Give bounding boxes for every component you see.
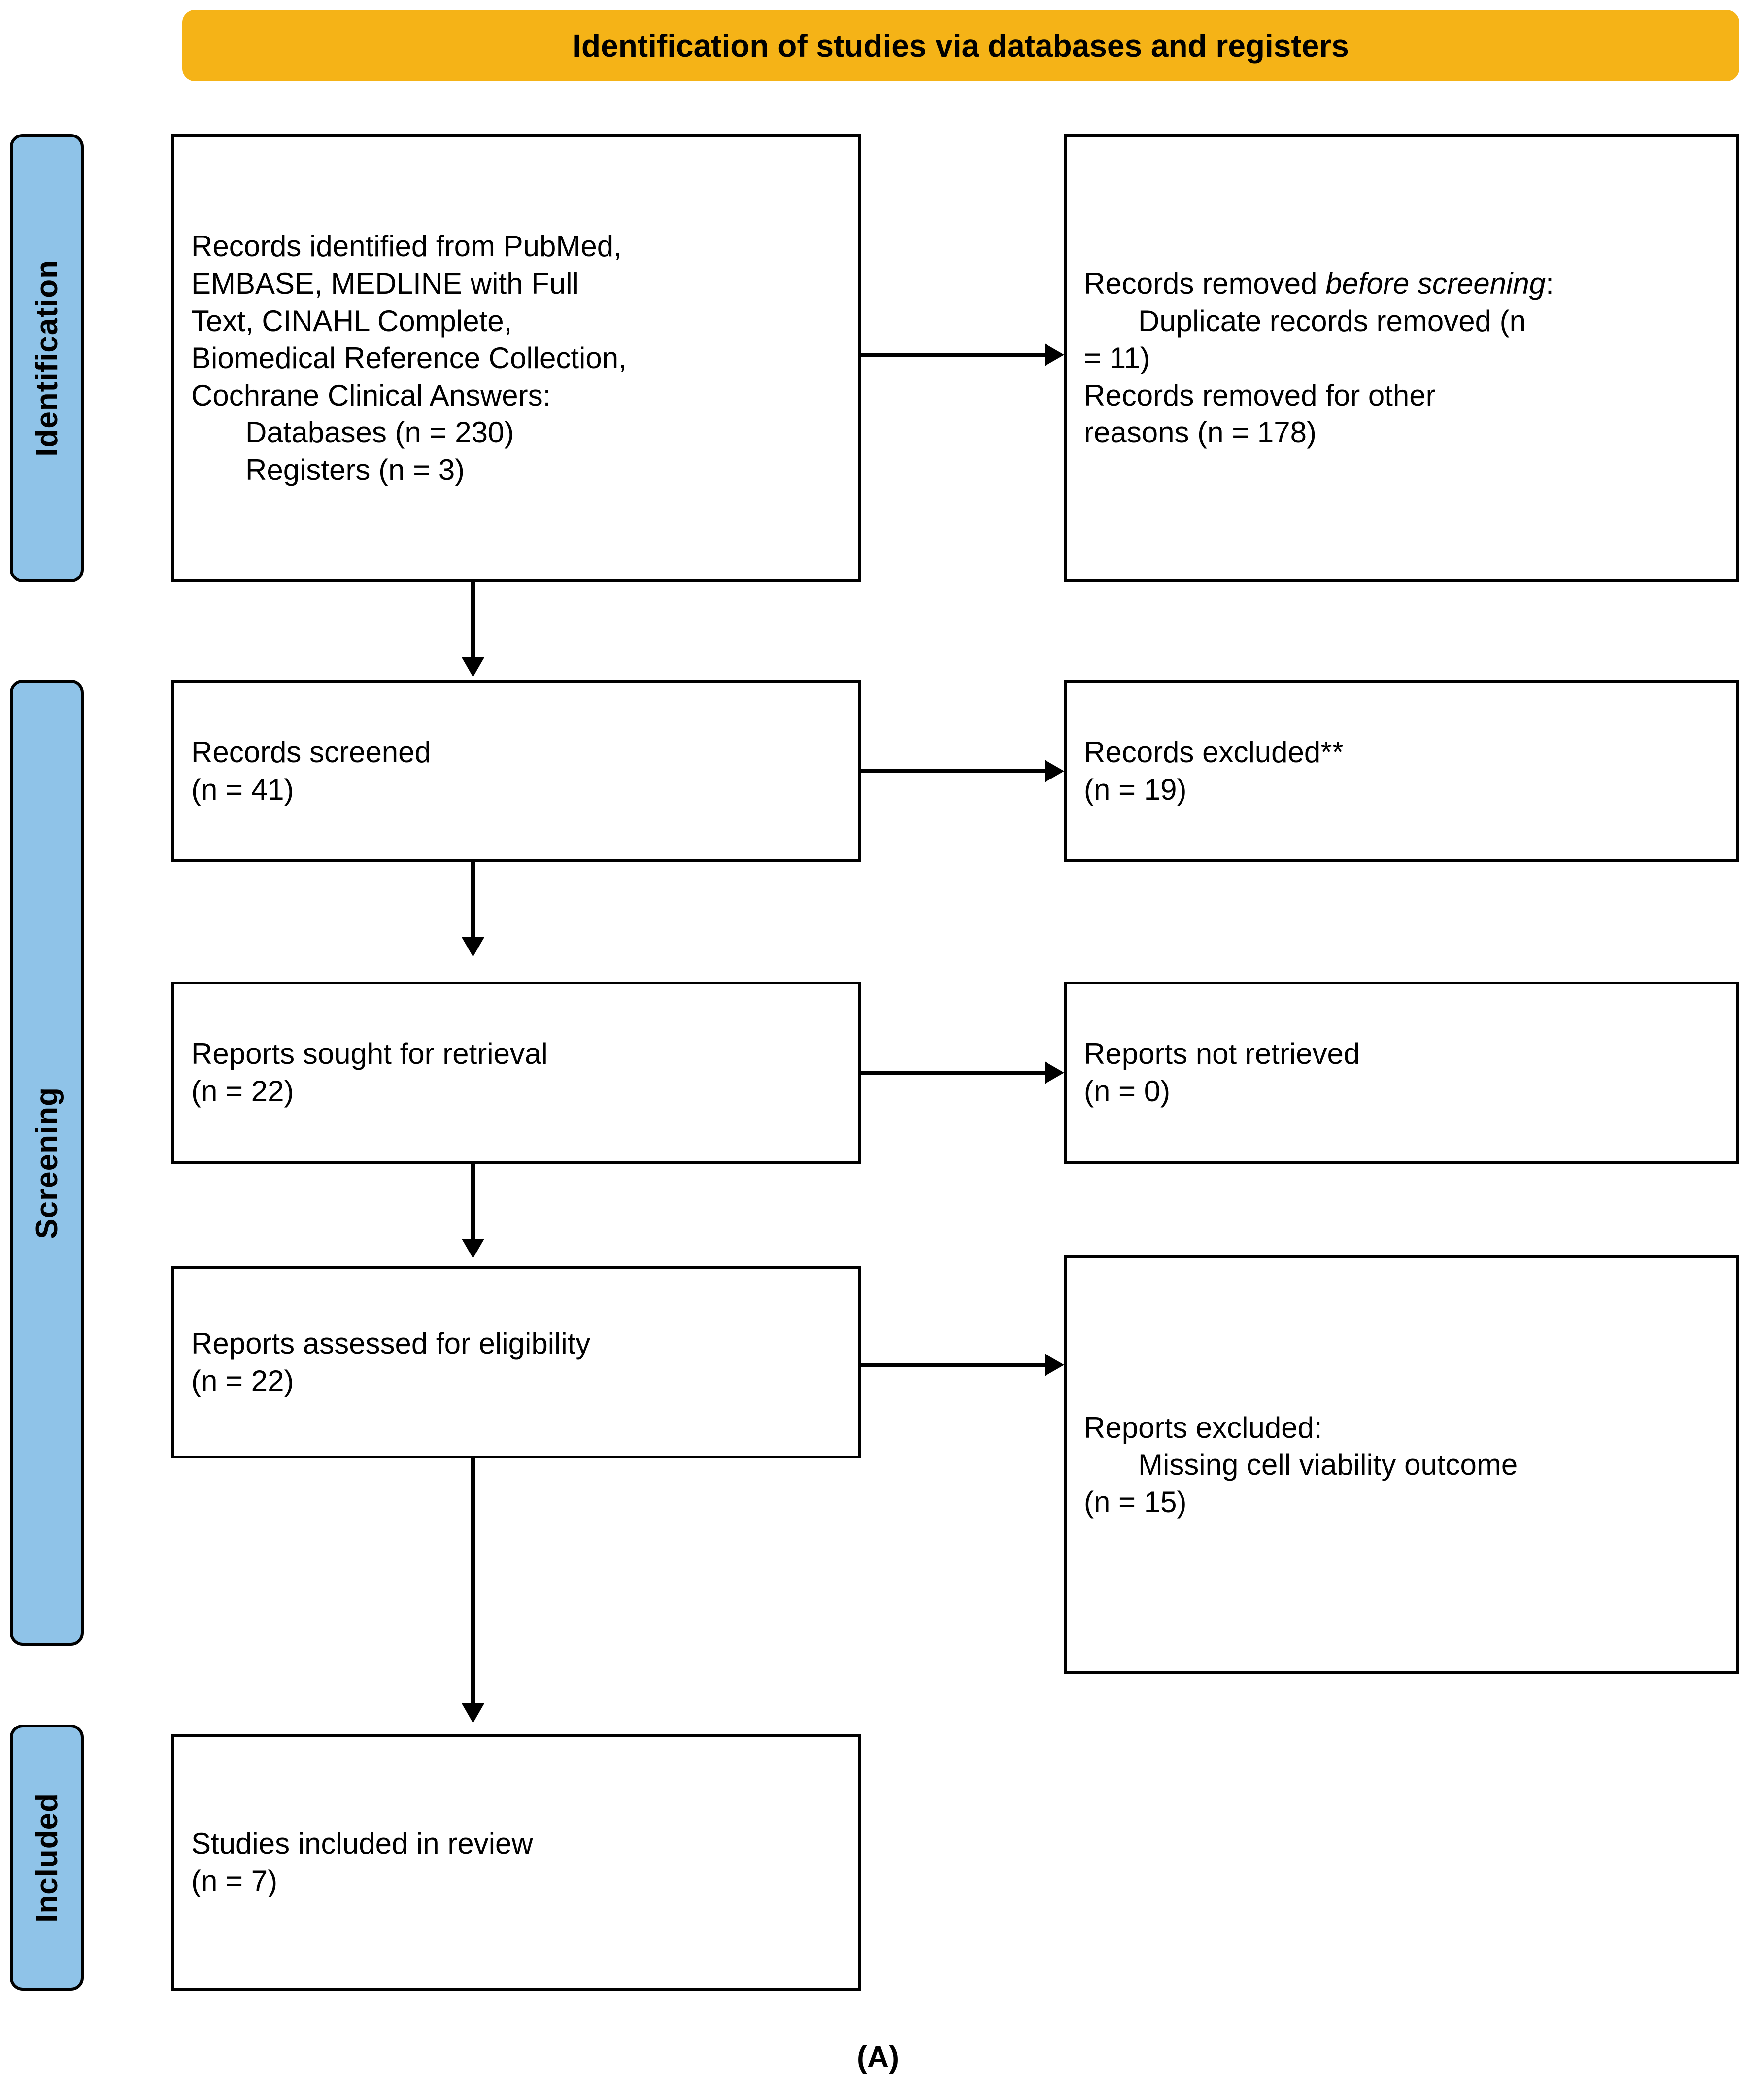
arrow-assessed-to-excluded: [861, 1357, 1068, 1372]
records-identified-line-5: Cochrane Clinical Answers:: [191, 378, 551, 412]
reports-excluded-reason: Missing cell viability outcome: [1138, 1448, 1518, 1482]
studies-included-line-2: (n = 7): [191, 1864, 278, 1897]
records-removed-other-line-2: reasons (n = 178): [1084, 416, 1317, 449]
box-reports-sought: [171, 982, 861, 1164]
records-removed-duplicates-line-1: Duplicate records removed (n: [1138, 304, 1526, 338]
phase-bar-included: [10, 1725, 84, 1991]
box-records-screened: [171, 680, 861, 862]
figure-caption-label: (A): [856, 2040, 900, 2074]
reports-excluded-line-1: Reports excluded:: [1084, 1411, 1322, 1444]
records-identified-registers: Registers (n = 3): [245, 453, 465, 486]
records-identified-line-4: Biomedical Reference Collection,: [191, 341, 627, 375]
records-removed-other-line-1: Records removed for other: [1084, 378, 1436, 412]
records-identified-line-1: Records identified from PubMed,: [191, 230, 622, 263]
arrow-screened-to-excluded: [861, 764, 1068, 779]
box-reports-excluded: [1064, 1255, 1739, 1674]
reports-assessed-line-1: Reports assessed for eligibility: [191, 1327, 591, 1360]
arrow-identified-to-screened: [466, 582, 480, 681]
records-identified-databases: Databases (n = 230): [245, 416, 514, 449]
records-screened-line-1: Records screened: [191, 736, 431, 769]
box-records-removed: [1064, 134, 1739, 582]
records-identified-line-3: Text, CINAHL Complete,: [191, 304, 512, 338]
records-removed-title-tail: :: [1546, 267, 1554, 301]
records-removed-title-plain: Records removed: [1084, 267, 1326, 301]
arrow-sought-to-not-retrieved: [861, 1065, 1068, 1080]
reports-sought-line-1: Reports sought for retrieval: [191, 1037, 548, 1071]
reports-not-retrieved-line-2: (n = 0): [1084, 1075, 1171, 1108]
arrow-identified-to-removed: [861, 347, 1068, 362]
records-excluded-line-1: Records excluded**: [1084, 736, 1344, 769]
box-reports-assessed: [171, 1266, 861, 1458]
box-studies-included: [171, 1734, 861, 1991]
banner-label: Identification of studies via databases and registers: [573, 28, 1349, 64]
figure-caption: [0, 2040, 1756, 2075]
diagram-banner-title: [182, 10, 1739, 81]
studies-included-line-1: Studies included in review: [191, 1827, 533, 1861]
phase-bar-identification: [10, 134, 84, 582]
box-records-identified: [171, 134, 861, 582]
phase-bar-screening: [10, 680, 84, 1646]
records-excluded-line-2: (n = 19): [1084, 773, 1187, 806]
arrow-sought-to-assessed: [466, 1164, 480, 1262]
records-removed-title: [1084, 265, 1720, 303]
reports-not-retrieved-line-1: Reports not retrieved: [1084, 1037, 1360, 1071]
phase-label-included: Included: [30, 1793, 64, 1923]
reports-assessed-line-2: (n = 22): [191, 1364, 294, 1397]
reports-excluded-count: (n = 15): [1084, 1485, 1187, 1519]
records-removed-title-italic: before screening: [1325, 267, 1546, 301]
arrow-screened-to-sought: [466, 862, 480, 961]
box-records-excluded: [1064, 680, 1739, 862]
phase-label-identification: Identification: [30, 260, 64, 457]
arrow-assessed-to-included: [466, 1458, 480, 1727]
records-removed-duplicates-line-2: = 11): [1084, 341, 1150, 375]
phase-label-screening: Screening: [30, 1086, 64, 1239]
reports-sought-line-2: (n = 22): [191, 1075, 294, 1108]
records-identified-line-2: EMBASE, MEDLINE with Full: [191, 267, 579, 301]
records-screened-line-2: (n = 41): [191, 773, 294, 806]
box-reports-not-retrieved: [1064, 982, 1739, 1164]
